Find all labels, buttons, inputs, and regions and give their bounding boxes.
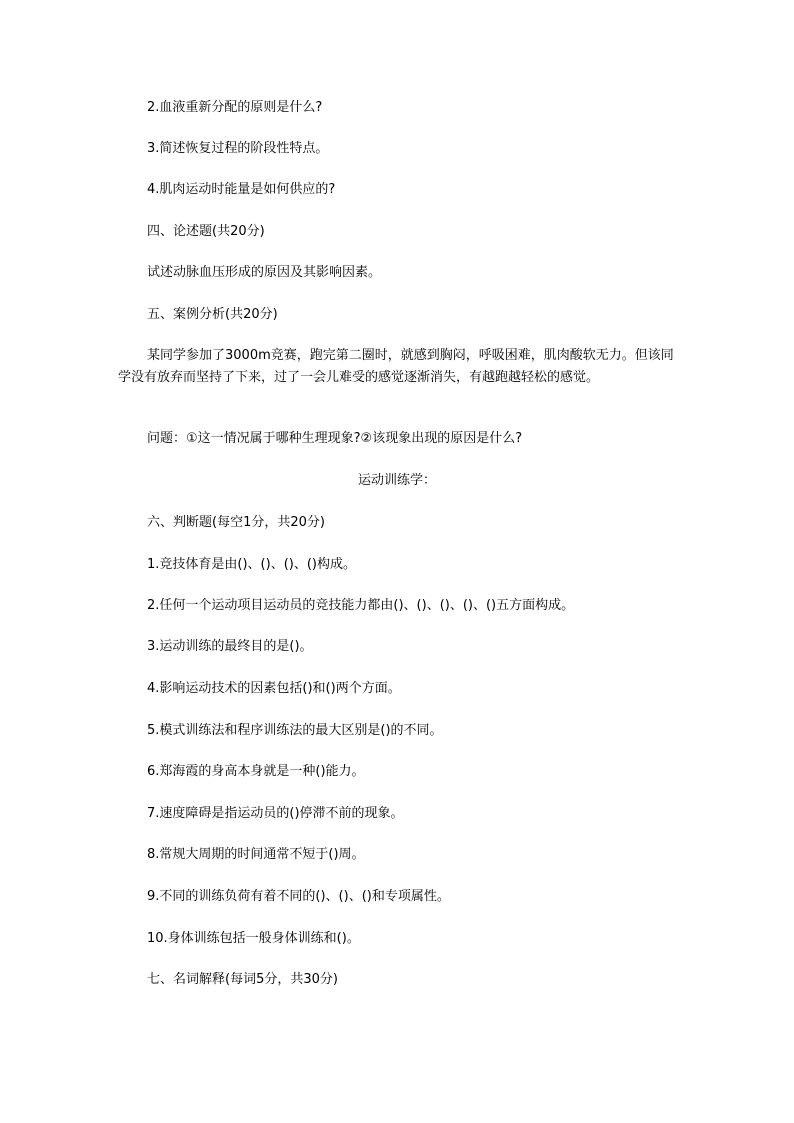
section-6-heading: 六、判断题(每空1分，共20分): [147, 515, 325, 530]
subject-title: 运动训练学：: [357, 473, 436, 488]
fill-question-3: 3.运动训练的最终目的是()。: [147, 639, 313, 654]
section-4-heading: 四、论述题(共20分): [147, 224, 265, 239]
fill-question-7: 7.速度障碍是指运动员的()停滞不前的现象。: [147, 806, 404, 821]
fill-question-6: 6.郑海霞的身高本身就是一种()能力。: [147, 764, 365, 779]
fill-question-8: 8.常规大周期的时间通常不短于()周。: [147, 847, 365, 862]
section-7-heading: 七、名词解释(每词5分，共30分): [147, 972, 338, 987]
essay-question: 试述动脉血压形成的原因及其影响因素。: [147, 265, 382, 280]
fill-question-4: 4.影响运动技术的因素包括()和()两个方面。: [147, 681, 401, 696]
question-2: 2.血液重新分配的原则是什么?: [147, 100, 323, 115]
case-paragraph: 某同学参加了3000m竞赛，跑完第二圈时，就感到胸闷，呼吸困难，肌肉酸软无力。但该同学没有放弃而坚持了下来，过了一会儿难受的感觉逐渐消失，有越跑越轻松的感觉。: [118, 348, 674, 385]
question-4: 4.肌肉运动时能量是如何供应的?: [147, 182, 336, 197]
fill-question-9: 9.不同的训练负荷有着不同的()、()、()和专项属性。: [147, 889, 450, 904]
fill-question-2: 2.任何一个运动项目运动员的竞技能力都由()、()、()、()、()五方面构成。: [147, 598, 575, 613]
question-3: 3.简述恢复过程的阶段性特点。: [147, 141, 329, 156]
fill-question-5: 5.模式训练法和程序训练法的最大区别是()的不同。: [147, 723, 443, 738]
fill-question-1: 1.竞技体育是由()、()、()、()构成。: [147, 557, 356, 572]
section-5-heading: 五、案例分析(共20分): [147, 307, 278, 322]
fill-question-10: 10.身体训练包括一般身体训练和()。: [147, 931, 360, 946]
case-question: 问题：①这一情况属于哪种生理现象?②该现象出现的原因是什么?: [147, 431, 523, 446]
